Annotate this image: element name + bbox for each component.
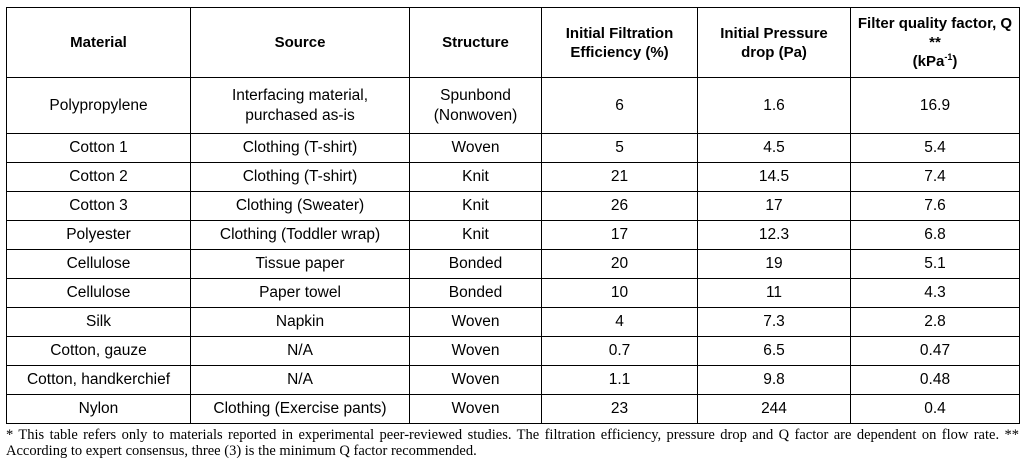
cell-pressure: 17 xyxy=(698,192,851,221)
cell-material: Cellulose xyxy=(7,250,191,279)
table-row xyxy=(7,134,1020,163)
cell-source: Clothing (Sweater) xyxy=(191,192,410,221)
cell-material: Cotton 1 xyxy=(7,134,191,163)
cell-q-factor: 0.48 xyxy=(851,366,1020,395)
cell-structure: Knit xyxy=(410,192,542,221)
cell-material: Polyester xyxy=(7,221,191,250)
cell-q-factor: 6.8 xyxy=(851,221,1020,250)
table-row xyxy=(7,366,1020,395)
cell-material: Cotton 3 xyxy=(7,192,191,221)
table-row xyxy=(7,163,1020,192)
cell-q-factor: 5.4 xyxy=(851,134,1020,163)
header-quality-factor-unit: (kPa$^{-1}$) xyxy=(912,52,958,70)
cell-q-factor: 4.3 xyxy=(851,279,1020,308)
filter-materials-table xyxy=(6,7,1020,424)
cell-pressure: 6.5 xyxy=(698,337,851,366)
cell-pressure: 19 xyxy=(698,250,851,279)
cell-source: Clothing (Toddler wrap) xyxy=(191,221,410,250)
cell-efficiency: 0.7 xyxy=(542,337,698,366)
table-row xyxy=(7,308,1020,337)
cell-pressure: 14.5 xyxy=(698,163,851,192)
cell-pressure: 4.5 xyxy=(698,134,851,163)
header-pressure-drop: Initial Pressure drop (Pa) xyxy=(698,8,851,78)
table-footnote: * This table refers only to materials reported in experimental peer-reviewed studies. The filtration efficiency, pressure drop and Q factor are dependent on flow rate. ** According to expert consensus, three (3) is the minimum Q factor recommended. xyxy=(6,427,1019,459)
header-source: Source xyxy=(191,8,410,78)
cell-q-factor: 5.1 xyxy=(851,250,1020,279)
cell-q-factor: 2.8 xyxy=(851,308,1020,337)
cell-pressure: 12.3 xyxy=(698,221,851,250)
cell-pressure: 244 xyxy=(698,395,851,424)
cell-source: N/A xyxy=(191,337,410,366)
cell-source: Interfacing material, purchased as-is xyxy=(191,78,410,134)
cell-efficiency: 23 xyxy=(542,395,698,424)
cell-structure: Woven xyxy=(410,134,542,163)
cell-structure: Bonded xyxy=(410,250,542,279)
cell-q-factor: 7.4 xyxy=(851,163,1020,192)
cell-q-factor: 0.4 xyxy=(851,395,1020,424)
cell-material: Cotton, handkerchief xyxy=(7,366,191,395)
cell-material: Polypropylene xyxy=(7,78,191,134)
header-quality-factor-label: Filter quality factor, Q ** xyxy=(857,15,1013,51)
cell-source: Clothing (T-shirt) xyxy=(191,134,410,163)
cell-q-factor: 16.9 xyxy=(851,78,1020,134)
cell-material: Nylon xyxy=(7,395,191,424)
cell-efficiency: 26 xyxy=(542,192,698,221)
cell-efficiency: 20 xyxy=(542,250,698,279)
header-filtration-efficiency: Initial Filtration Efficiency (%) xyxy=(542,8,698,78)
header-row xyxy=(7,8,1020,78)
cell-material: Cotton, gauze xyxy=(7,337,191,366)
cell-structure: Woven xyxy=(410,308,542,337)
cell-pressure: 1.6 xyxy=(698,78,851,134)
table-row xyxy=(7,192,1020,221)
header-structure: Structure xyxy=(410,8,542,78)
cell-source: Clothing (T-shirt) xyxy=(191,163,410,192)
cell-pressure: 11 xyxy=(698,279,851,308)
cell-source: N/A xyxy=(191,366,410,395)
cell-structure: Woven xyxy=(410,337,542,366)
table-row xyxy=(7,78,1020,134)
cell-efficiency: 5 xyxy=(542,134,698,163)
header-material: Material xyxy=(7,8,191,78)
cell-efficiency: 21 xyxy=(542,163,698,192)
cell-pressure: 7.3 xyxy=(698,308,851,337)
cell-structure: Bonded xyxy=(410,279,542,308)
cell-efficiency: 10 xyxy=(542,279,698,308)
cell-q-factor: 0.47 xyxy=(851,337,1020,366)
table-row xyxy=(7,221,1020,250)
cell-structure: Woven xyxy=(410,366,542,395)
table-row xyxy=(7,250,1020,279)
table-row xyxy=(7,395,1020,424)
table-row xyxy=(7,279,1020,308)
cell-q-factor: 7.6 xyxy=(851,192,1020,221)
cell-material: Cellulose xyxy=(7,279,191,308)
cell-efficiency: 4 xyxy=(542,308,698,337)
cell-material: Cotton 2 xyxy=(7,163,191,192)
cell-structure: Spunbond (Nonwoven) xyxy=(410,78,542,134)
cell-efficiency: 17 xyxy=(542,221,698,250)
header-quality-factor xyxy=(851,8,1020,78)
cell-material: Silk xyxy=(7,308,191,337)
cell-structure: Knit xyxy=(410,221,542,250)
cell-source: Clothing (Exercise pants) xyxy=(191,395,410,424)
cell-efficiency: 6 xyxy=(542,78,698,134)
cell-source: Tissue paper xyxy=(191,250,410,279)
document xyxy=(6,7,1019,459)
cell-efficiency: 1.1 xyxy=(542,366,698,395)
table-row xyxy=(7,337,1020,366)
cell-structure: Knit xyxy=(410,163,542,192)
cell-source: Napkin xyxy=(191,308,410,337)
cell-source: Paper towel xyxy=(191,279,410,308)
cell-structure: Woven xyxy=(410,395,542,424)
cell-pressure: 9.8 xyxy=(698,366,851,395)
